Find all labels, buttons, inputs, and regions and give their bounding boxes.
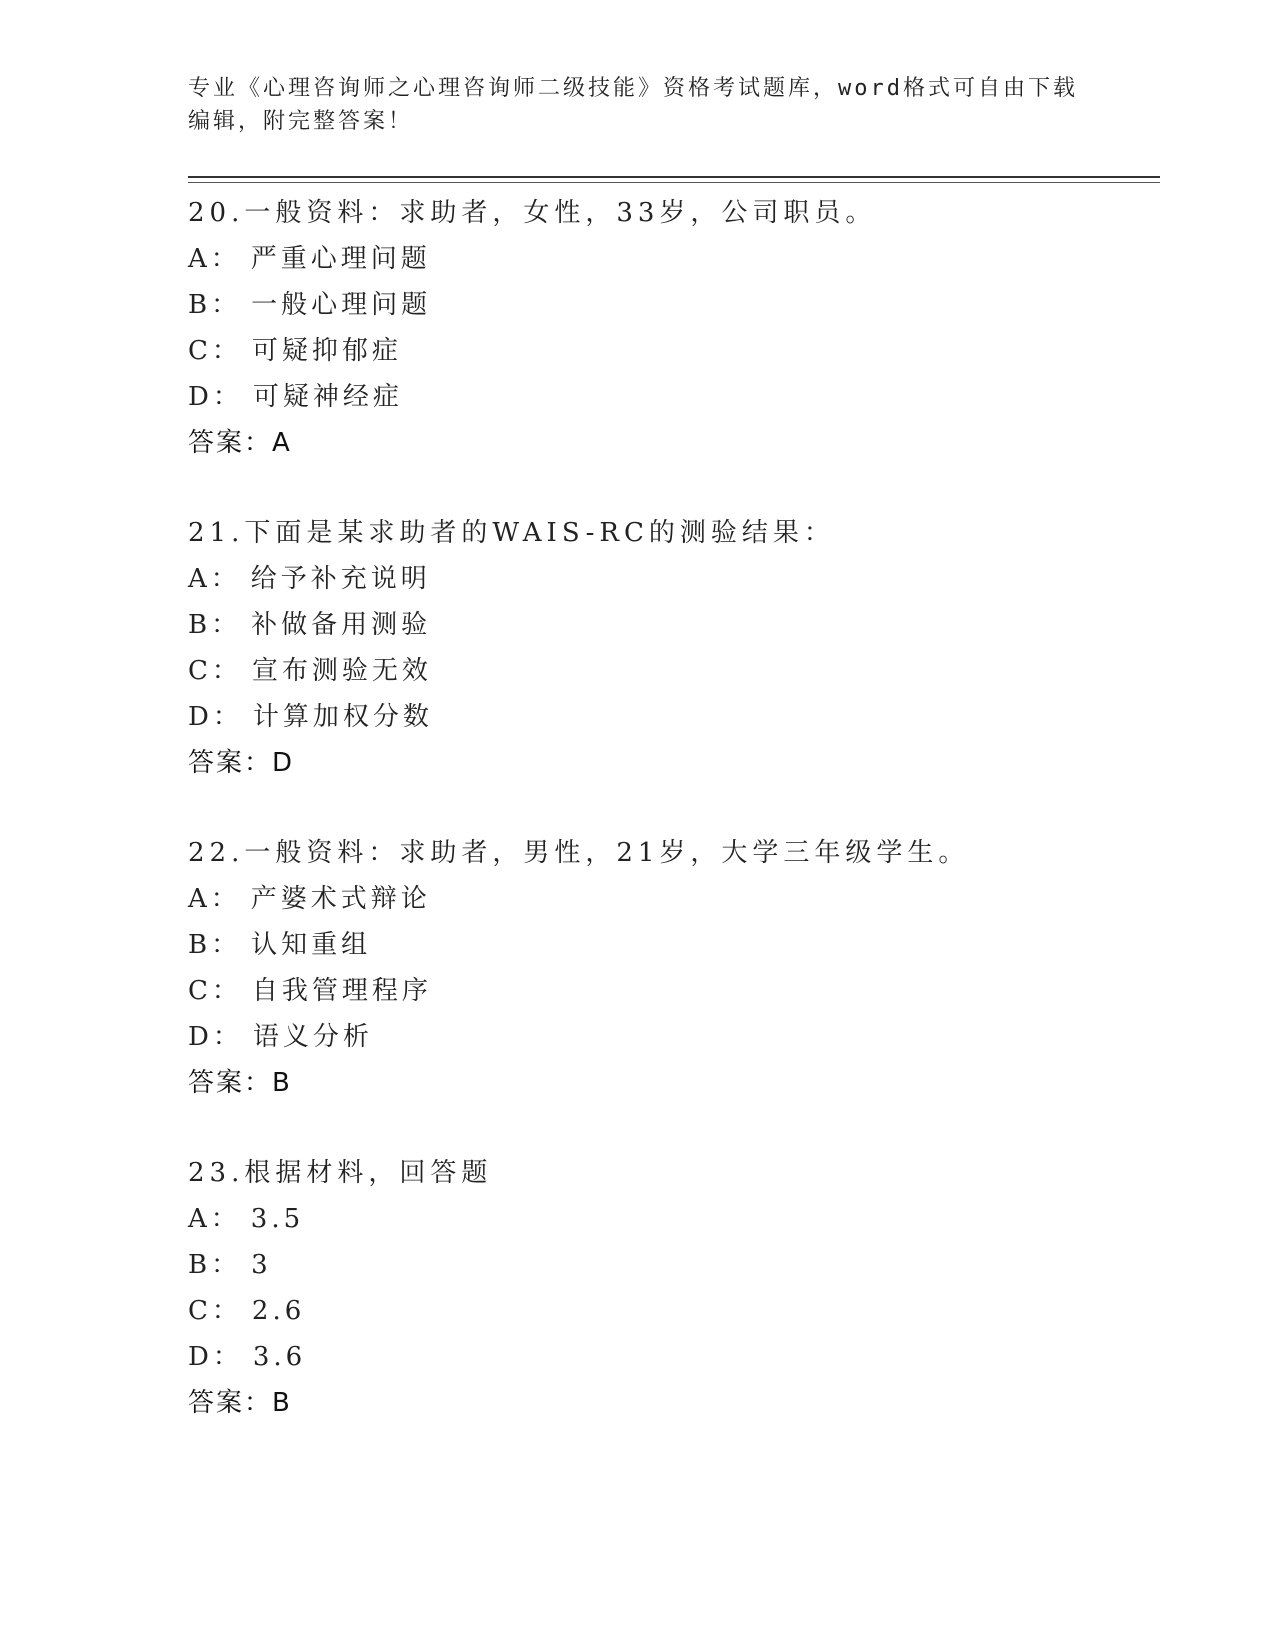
option-separator: ： xyxy=(212,382,243,412)
option-separator: ： xyxy=(211,656,242,686)
option-text: 语义分析 xyxy=(252,1022,373,1052)
option-letter: B xyxy=(188,290,212,320)
option-letter: D xyxy=(188,1342,213,1372)
question-21 xyxy=(188,510,1168,786)
option-c xyxy=(188,328,1168,374)
option-separator: ： xyxy=(211,290,242,320)
option-letter: D xyxy=(188,702,213,732)
option-c xyxy=(188,968,1168,1014)
option-separator: ： xyxy=(211,976,242,1006)
option-separator: ： xyxy=(212,1022,243,1052)
option-text: 补做备用测验 xyxy=(251,610,432,640)
option-separator: ： xyxy=(211,336,242,366)
option-separator: ： xyxy=(211,610,242,640)
option-letter: A xyxy=(188,884,211,914)
option-d xyxy=(188,1334,1168,1380)
option-text: 3 xyxy=(251,1250,272,1280)
question-23 xyxy=(188,1150,1168,1426)
option-text: 给予补充说明 xyxy=(250,564,431,594)
option-text: 可疑神经症 xyxy=(252,382,403,412)
option-text: 产婆术式辩论 xyxy=(250,884,431,914)
option-separator: ： xyxy=(212,1342,243,1372)
option-separator: ： xyxy=(210,1204,241,1234)
option-separator: ： xyxy=(211,1250,242,1280)
header-divider-thick xyxy=(188,176,1160,178)
option-a xyxy=(188,556,1168,602)
option-a xyxy=(188,236,1168,282)
option-text: 严重心理问题 xyxy=(250,244,431,274)
question-20 xyxy=(188,190,1168,466)
option-separator: ： xyxy=(212,702,243,732)
option-b xyxy=(188,602,1168,648)
header-line-2: 编辑，附完整答案！ xyxy=(188,109,414,134)
option-text: 3.5 xyxy=(250,1204,305,1234)
option-letter: C xyxy=(188,976,212,1006)
option-text: 3.6 xyxy=(252,1342,307,1372)
option-letter: D xyxy=(188,1022,213,1052)
option-a xyxy=(188,1196,1168,1242)
question-stem: 23.根据材料，回答题 xyxy=(188,1158,493,1188)
option-separator: ： xyxy=(210,564,241,594)
option-text: 2.6 xyxy=(251,1296,306,1326)
answer-line: 答案：D xyxy=(188,748,295,778)
document-header xyxy=(188,72,1088,138)
option-text: 自我管理程序 xyxy=(251,976,432,1006)
question-22 xyxy=(188,830,1168,1106)
question-list xyxy=(188,190,1168,1426)
header-line-1: 专业《心理咨询师之心理咨询师二级技能》资格考试题库，word格式可自由下载 xyxy=(188,76,1078,101)
option-letter: C xyxy=(188,1296,212,1326)
header-divider-thin xyxy=(188,182,1160,183)
option-separator: ： xyxy=(211,1296,242,1326)
option-letter: A xyxy=(188,1204,211,1234)
answer-line: 答案：B xyxy=(188,1388,292,1418)
option-b xyxy=(188,282,1168,328)
option-c xyxy=(188,1288,1168,1334)
answer-line: 答案：B xyxy=(188,1068,292,1098)
option-letter: A xyxy=(188,564,211,594)
question-stem: 20.一般资料：求助者，女性，33岁，公司职员。 xyxy=(188,198,877,228)
option-letter: A xyxy=(188,244,211,274)
option-b xyxy=(188,922,1168,968)
option-letter: B xyxy=(188,1250,212,1280)
option-text: 一般心理问题 xyxy=(251,290,432,320)
option-separator: ： xyxy=(210,884,241,914)
option-letter: C xyxy=(188,656,212,686)
option-d xyxy=(188,1014,1168,1060)
option-a xyxy=(188,876,1168,922)
option-text: 认知重组 xyxy=(251,930,372,960)
option-b xyxy=(188,1242,1168,1288)
option-letter: D xyxy=(188,382,213,412)
option-text: 宣布测验无效 xyxy=(251,656,432,686)
option-letter: B xyxy=(188,610,212,640)
option-d xyxy=(188,374,1168,420)
question-stem: 22.一般资料：求助者，男性，21岁，大学三年级学生。 xyxy=(188,838,970,868)
option-letter: C xyxy=(188,336,212,366)
answer-line: 答案：A xyxy=(188,428,292,458)
option-d xyxy=(188,694,1168,740)
question-stem: 21.下面是某求助者的WAIS-RC的测验结果： xyxy=(188,518,835,548)
option-c xyxy=(188,648,1168,694)
option-text: 计算加权分数 xyxy=(252,702,433,732)
option-text: 可疑抑郁症 xyxy=(251,336,402,366)
option-separator: ： xyxy=(211,930,242,960)
option-letter: B xyxy=(188,930,212,960)
option-separator: ： xyxy=(210,244,241,274)
